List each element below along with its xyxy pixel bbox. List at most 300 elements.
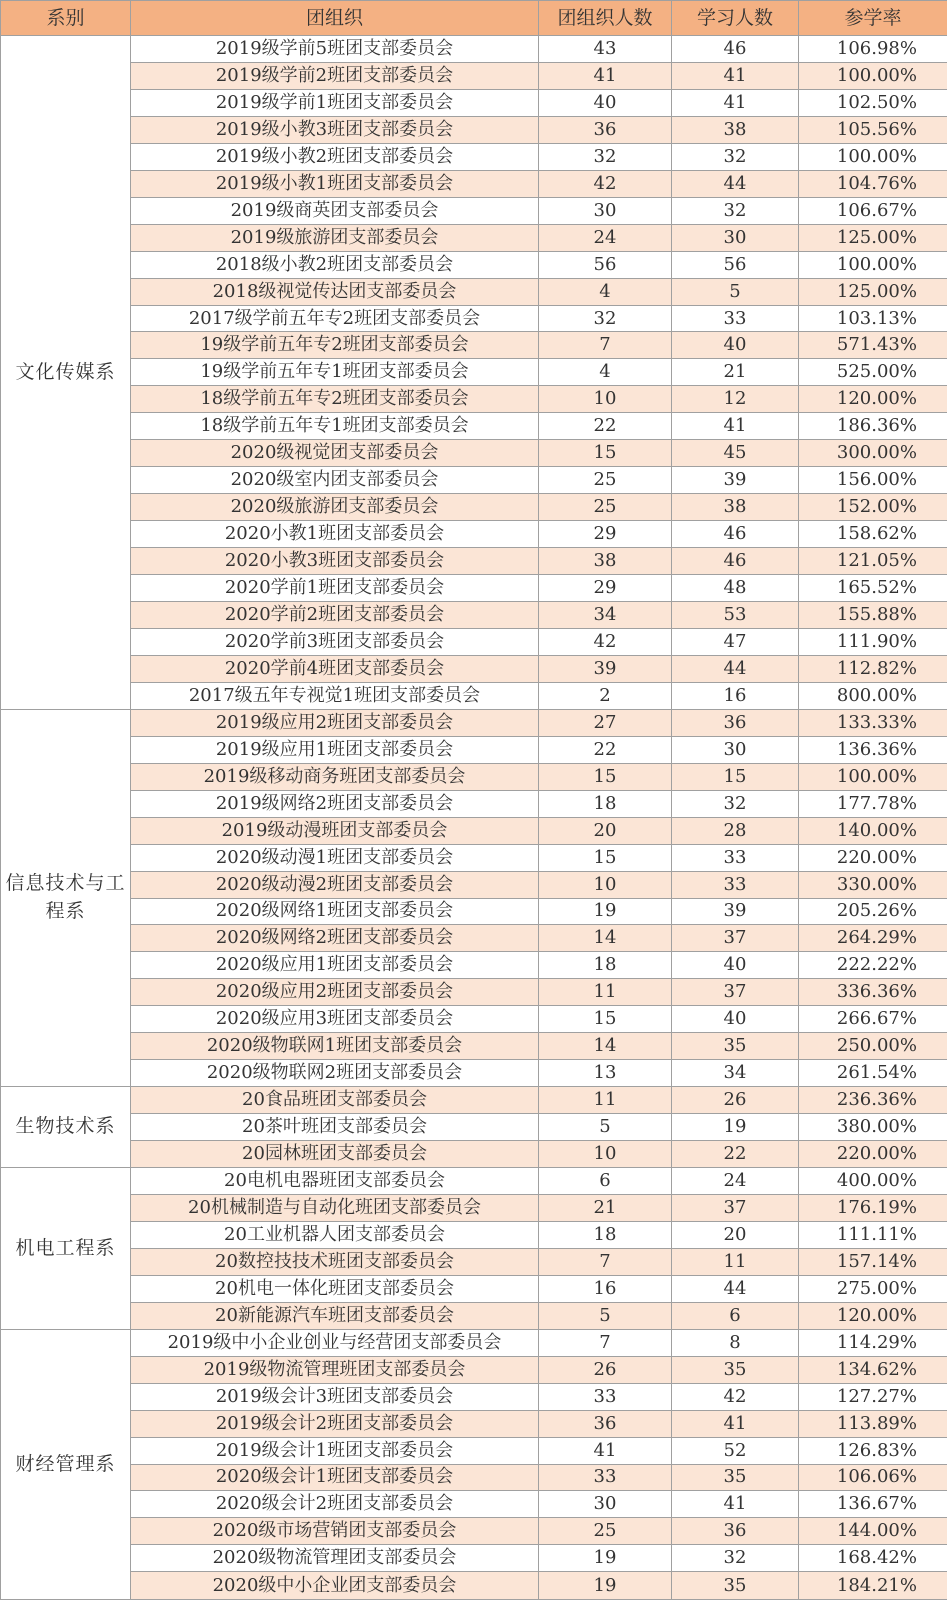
member-count-cell: 4 [539,278,672,305]
learner-count-cell: 20 [672,1221,799,1248]
member-count-cell: 32 [539,305,672,332]
participation-rate-cell: 264.29% [799,925,947,952]
organization-cell: 2020级物联网1班团支部委员会 [131,1033,539,1060]
learner-count-cell: 28 [672,817,799,844]
table-row [1,952,947,979]
table-row [1,575,947,602]
learner-count-cell: 53 [672,602,799,629]
learner-count-cell: 24 [672,1168,799,1195]
member-count-cell: 26 [539,1356,672,1383]
learner-count-cell: 41 [672,413,799,440]
participation-rate-cell: 113.89% [799,1410,947,1437]
participation-rate-cell: 106.06% [799,1464,947,1491]
member-count-cell: 20 [539,817,672,844]
participation-rate-cell: 525.00% [799,359,947,386]
learner-count-cell: 46 [672,521,799,548]
member-count-cell: 25 [539,467,672,494]
member-count-cell: 5 [539,1302,672,1329]
member-count-cell: 19 [539,1572,672,1600]
participation-rate-cell: 112.82% [799,655,947,682]
participation-rate-cell: 100.00% [799,143,947,170]
table-row [1,1356,947,1383]
member-count-cell: 4 [539,359,672,386]
member-count-cell: 19 [539,898,672,925]
table-row [1,1114,947,1141]
learner-count-cell: 32 [672,197,799,224]
learner-count-cell: 38 [672,116,799,143]
header-organization: 团组织 [131,1,539,36]
organization-cell: 2020级物流管理团支部委员会 [131,1545,539,1572]
learner-count-cell: 45 [672,440,799,467]
member-count-cell: 36 [539,1410,672,1437]
learner-count-cell: 41 [672,89,799,116]
learner-count-cell: 36 [672,1518,799,1545]
participation-rate-cell: 176.19% [799,1194,947,1221]
learner-count-cell: 39 [672,467,799,494]
organization-cell: 2020级市场营销团支部委员会 [131,1518,539,1545]
table-row [1,359,947,386]
learner-count-cell: 46 [672,36,799,63]
member-count-cell: 56 [539,251,672,278]
organization-cell: 2018级视觉传达团支部委员会 [131,278,539,305]
table-body [1,36,947,1600]
organization-cell: 2020级应用3班团支部委员会 [131,1006,539,1033]
member-count-cell: 15 [539,763,672,790]
member-count-cell: 11 [539,979,672,1006]
table-row [1,89,947,116]
participation-rate-cell: 184.21% [799,1572,947,1600]
table-row [1,898,947,925]
member-count-cell: 42 [539,628,672,655]
participation-rate-cell: 155.88% [799,602,947,629]
organization-cell: 19级学前五年专1班团支部委员会 [131,359,539,386]
learner-count-cell: 42 [672,1383,799,1410]
organization-cell: 20茶叶班团支部委员会 [131,1114,539,1141]
organization-cell: 20食品班团支部委员会 [131,1087,539,1114]
member-count-cell: 41 [539,62,672,89]
table-row [1,1033,947,1060]
organization-cell: 2020级应用1班团支部委员会 [131,952,539,979]
learner-count-cell: 35 [672,1356,799,1383]
learner-count-cell: 40 [672,952,799,979]
member-count-cell: 33 [539,1464,672,1491]
organization-cell: 20工业机器人团支部委员会 [131,1221,539,1248]
table-row [1,1248,947,1275]
table-row [1,1383,947,1410]
organization-cell: 2017级学前五年专2班团支部委员会 [131,305,539,332]
participation-rate-cell: 100.00% [799,251,947,278]
organization-cell: 2017级五年专视觉1班团支部委员会 [131,682,539,709]
member-count-cell: 29 [539,521,672,548]
organization-cell: 2019级会计3班团支部委员会 [131,1383,539,1410]
header-participation-rate: 参学率 [799,1,947,36]
participation-rate-cell: 205.26% [799,898,947,925]
participation-rate-cell: 106.98% [799,36,947,63]
organization-cell: 2020级物联网2班团支部委员会 [131,1060,539,1087]
organization-cell: 20电机电器班团支部委员会 [131,1168,539,1195]
organization-cell: 2019级应用2班团支部委员会 [131,709,539,736]
participation-rate-cell: 152.00% [799,494,947,521]
participation-rate-cell: 144.00% [799,1518,947,1545]
learner-count-cell: 34 [672,1060,799,1087]
participation-rate-cell: 126.83% [799,1437,947,1464]
member-count-cell: 7 [539,332,672,359]
member-count-cell: 7 [539,1329,672,1356]
member-count-cell: 41 [539,1437,672,1464]
department-cell: 文化传媒系 [1,36,131,710]
learner-count-cell: 30 [672,736,799,763]
member-count-cell: 10 [539,871,672,898]
participation-rate-cell: 120.00% [799,1302,947,1329]
learner-count-cell: 32 [672,1545,799,1572]
table-row [1,1060,947,1087]
organization-cell: 2019级物流管理班团支部委员会 [131,1356,539,1383]
member-count-cell: 7 [539,1248,672,1275]
organization-cell: 2019级移动商务班团支部委员会 [131,763,539,790]
table-row [1,467,947,494]
organization-cell: 18级学前五年专1班团支部委员会 [131,413,539,440]
organization-cell: 2020级会计2班团支部委员会 [131,1491,539,1518]
learner-count-cell: 35 [672,1033,799,1060]
learner-count-cell: 37 [672,1194,799,1221]
organization-cell: 2019级会计2班团支部委员会 [131,1410,539,1437]
participation-rate-cell: 157.14% [799,1248,947,1275]
participation-rate-cell: 134.62% [799,1356,947,1383]
member-count-cell: 15 [539,1006,672,1033]
participation-rate-cell: 275.00% [799,1275,947,1302]
member-count-cell: 6 [539,1168,672,1195]
organization-cell: 2018级小教2班团支部委员会 [131,251,539,278]
table-row [1,1572,947,1600]
participation-rate-cell: 250.00% [799,1033,947,1060]
participation-rate-cell: 100.00% [799,763,947,790]
member-count-cell: 18 [539,1221,672,1248]
member-count-cell: 10 [539,1141,672,1168]
learner-count-cell: 46 [672,548,799,575]
participation-rate-cell: 300.00% [799,440,947,467]
member-count-cell: 42 [539,170,672,197]
table-row [1,871,947,898]
organization-cell: 2020学前1班团支部委员会 [131,575,539,602]
learner-count-cell: 30 [672,224,799,251]
participation-rate-cell: 111.90% [799,628,947,655]
organization-cell: 2019级小教3班团支部委员会 [131,116,539,143]
learner-count-cell: 32 [672,790,799,817]
header-department: 系别 [1,1,131,36]
member-count-cell: 25 [539,1518,672,1545]
member-count-cell: 18 [539,790,672,817]
participation-rate-cell: 102.50% [799,89,947,116]
learner-count-cell: 38 [672,494,799,521]
organization-cell: 2020级网络2班团支部委员会 [131,925,539,952]
learner-count-cell: 8 [672,1329,799,1356]
table-row [1,628,947,655]
table-row [1,925,947,952]
learner-count-cell: 44 [672,655,799,682]
member-count-cell: 29 [539,575,672,602]
organization-cell: 2020级网络1班团支部委员会 [131,898,539,925]
organization-cell: 2019级应用1班团支部委员会 [131,736,539,763]
member-count-cell: 22 [539,413,672,440]
table-row [1,817,947,844]
organization-cell: 2020小教1班团支部委员会 [131,521,539,548]
member-count-cell: 15 [539,440,672,467]
learner-count-cell: 44 [672,1275,799,1302]
learner-count-cell: 37 [672,925,799,952]
table-row [1,1329,947,1356]
organization-cell: 2020小教3班团支部委员会 [131,548,539,575]
member-count-cell: 30 [539,197,672,224]
table-row [1,1141,947,1168]
member-count-cell: 40 [539,89,672,116]
learner-count-cell: 40 [672,1006,799,1033]
participation-rate-cell: 186.36% [799,413,947,440]
organization-cell: 2019级动漫班团支部委员会 [131,817,539,844]
organization-cell: 2019级学前1班团支部委员会 [131,89,539,116]
table-row [1,1194,947,1221]
table-row [1,251,947,278]
learner-count-cell: 19 [672,1114,799,1141]
participation-rate-cell: 571.43% [799,332,947,359]
table-row [1,440,947,467]
table-row [1,736,947,763]
table-row [1,709,947,736]
learner-count-cell: 32 [672,143,799,170]
organization-cell: 19级学前五年专2班团支部委员会 [131,332,539,359]
participation-rate-cell: 103.13% [799,305,947,332]
department-cell: 生物技术系 [1,1087,131,1168]
member-count-cell: 14 [539,925,672,952]
participation-rate-cell: 100.00% [799,62,947,89]
table-row [1,143,947,170]
table-row [1,655,947,682]
member-count-cell: 22 [539,736,672,763]
table-row [1,1087,947,1114]
organization-cell: 2020学前4班团支部委员会 [131,655,539,682]
member-count-cell: 15 [539,844,672,871]
member-count-cell: 10 [539,386,672,413]
organization-cell: 2019级会计1班团支部委员会 [131,1437,539,1464]
learner-count-cell: 22 [672,1141,799,1168]
table-row [1,197,947,224]
member-count-cell: 5 [539,1114,672,1141]
learner-count-cell: 39 [672,898,799,925]
participation-rate-cell: 133.33% [799,709,947,736]
participation-rate-cell: 330.00% [799,871,947,898]
participation-rate-cell: 104.76% [799,170,947,197]
table-row [1,386,947,413]
learner-count-cell: 21 [672,359,799,386]
member-count-cell: 36 [539,116,672,143]
department-cell: 财经管理系 [1,1329,131,1599]
organization-cell: 2020级室内团支部委员会 [131,467,539,494]
participation-rate-cell: 165.52% [799,575,947,602]
learner-count-cell: 40 [672,332,799,359]
participation-rate-cell: 156.00% [799,467,947,494]
member-count-cell: 34 [539,602,672,629]
member-count-cell: 33 [539,1383,672,1410]
table-row [1,763,947,790]
participation-rate-cell: 261.54% [799,1060,947,1087]
table-row [1,1410,947,1437]
table-row [1,62,947,89]
participation-rate-cell: 266.67% [799,1006,947,1033]
member-count-cell: 27 [539,709,672,736]
participation-rate-cell: 177.78% [799,790,947,817]
member-count-cell: 21 [539,1194,672,1221]
learner-count-cell: 41 [672,62,799,89]
learner-count-cell: 35 [672,1572,799,1600]
learner-count-cell: 33 [672,871,799,898]
participation-rate-cell: 111.11% [799,1221,947,1248]
member-count-cell: 43 [539,36,672,63]
member-count-cell: 32 [539,143,672,170]
table-row [1,116,947,143]
participation-rate-cell: 236.36% [799,1087,947,1114]
learner-count-cell: 47 [672,628,799,655]
learner-count-cell: 33 [672,305,799,332]
header-row [1,1,947,36]
participation-rate-cell: 121.05% [799,548,947,575]
member-count-cell: 24 [539,224,672,251]
member-count-cell: 25 [539,494,672,521]
learner-count-cell: 44 [672,170,799,197]
organization-cell: 2020级动漫2班团支部委员会 [131,871,539,898]
table-row [1,1006,947,1033]
organization-cell: 2019级学前2班团支部委员会 [131,62,539,89]
participation-rate-cell: 114.29% [799,1329,947,1356]
table-row [1,36,947,63]
table-row [1,1545,947,1572]
organization-cell: 20数控技技术班团支部委员会 [131,1248,539,1275]
learner-count-cell: 26 [672,1087,799,1114]
table-row [1,1437,947,1464]
organization-cell: 2019级小教2班团支部委员会 [131,143,539,170]
participation-rate-cell: 158.62% [799,521,947,548]
header-member-count: 团组织人数 [539,1,672,36]
member-count-cell: 18 [539,952,672,979]
learner-count-cell: 48 [672,575,799,602]
participation-rate-cell: 105.56% [799,116,947,143]
learner-count-cell: 52 [672,1437,799,1464]
participation-rate-cell: 136.67% [799,1491,947,1518]
organization-cell: 2020级视觉团支部委员会 [131,440,539,467]
table-row [1,682,947,709]
learner-count-cell: 15 [672,763,799,790]
participation-rate-cell: 127.27% [799,1383,947,1410]
participation-rate-cell: 400.00% [799,1168,947,1195]
learner-count-cell: 41 [672,1410,799,1437]
table-row [1,602,947,629]
organization-cell: 2019级商英团支部委员会 [131,197,539,224]
learner-count-cell: 37 [672,979,799,1006]
table-row [1,790,947,817]
header-learner-count: 学习人数 [672,1,799,36]
learner-count-cell: 6 [672,1302,799,1329]
table-row [1,278,947,305]
learner-count-cell: 33 [672,844,799,871]
department-cell: 机电工程系 [1,1168,131,1330]
member-count-cell: 11 [539,1087,672,1114]
learner-count-cell: 41 [672,1491,799,1518]
participation-rate-cell: 380.00% [799,1114,947,1141]
participation-rate-cell: 336.36% [799,979,947,1006]
organization-cell: 2020级应用2班团支部委员会 [131,979,539,1006]
learner-count-cell: 11 [672,1248,799,1275]
member-count-cell: 16 [539,1275,672,1302]
member-count-cell: 14 [539,1033,672,1060]
table-row [1,305,947,332]
participation-rate-cell: 140.00% [799,817,947,844]
table-row [1,413,947,440]
organization-cell: 2020学前3班团支部委员会 [131,628,539,655]
participation-rate-cell: 220.00% [799,1141,947,1168]
participation-rate-cell: 125.00% [799,224,947,251]
table-row [1,1275,947,1302]
table-row [1,844,947,871]
table-row [1,1302,947,1329]
table-row [1,548,947,575]
learner-count-cell: 12 [672,386,799,413]
participation-rate-cell: 120.00% [799,386,947,413]
member-count-cell: 39 [539,655,672,682]
member-count-cell: 38 [539,548,672,575]
participation-rate-cell: 106.67% [799,197,947,224]
organization-cell: 20园林班团支部委员会 [131,1141,539,1168]
learner-count-cell: 35 [672,1464,799,1491]
participation-rate-cell: 168.42% [799,1545,947,1572]
table-row [1,1464,947,1491]
participation-rate-cell: 222.22% [799,952,947,979]
participation-rate-cell: 136.36% [799,736,947,763]
member-count-cell: 19 [539,1545,672,1572]
department-cell: 信息技术与工程系 [1,709,131,1086]
organization-cell: 2020级中小企业团支部委员会 [131,1572,539,1600]
member-count-cell: 30 [539,1491,672,1518]
table-row [1,332,947,359]
organization-cell: 20机械制造与自动化班团支部委员会 [131,1194,539,1221]
table-row [1,1518,947,1545]
organization-cell: 2020学前2班团支部委员会 [131,602,539,629]
learner-count-cell: 16 [672,682,799,709]
organization-cell: 2020级会计1班团支部委员会 [131,1464,539,1491]
table-row [1,1221,947,1248]
learner-count-cell: 56 [672,251,799,278]
table-row [1,1491,947,1518]
organization-cell: 20新能源汽车班团支部委员会 [131,1302,539,1329]
table-row [1,224,947,251]
organization-cell: 2019级旅游团支部委员会 [131,224,539,251]
organization-cell: 20机电一体化班团支部委员会 [131,1275,539,1302]
table-row [1,494,947,521]
organization-cell: 18级学前五年专2班团支部委员会 [131,386,539,413]
participation-rate-cell: 125.00% [799,278,947,305]
organization-cell: 2019级中小企业创业与经营团支部委员会 [131,1329,539,1356]
participation-rate-cell: 220.00% [799,844,947,871]
organization-cell: 2020级动漫1班团支部委员会 [131,844,539,871]
participation-rate-cell: 800.00% [799,682,947,709]
learner-count-cell: 36 [672,709,799,736]
learner-count-cell: 5 [672,278,799,305]
table-row [1,170,947,197]
organization-cell: 2020级旅游团支部委员会 [131,494,539,521]
table-row [1,979,947,1006]
member-count-cell: 13 [539,1060,672,1087]
organization-cell: 2019级学前5班团支部委员会 [131,36,539,63]
table-row [1,521,947,548]
organization-cell: 2019级小教1班团支部委员会 [131,170,539,197]
member-count-cell: 2 [539,682,672,709]
